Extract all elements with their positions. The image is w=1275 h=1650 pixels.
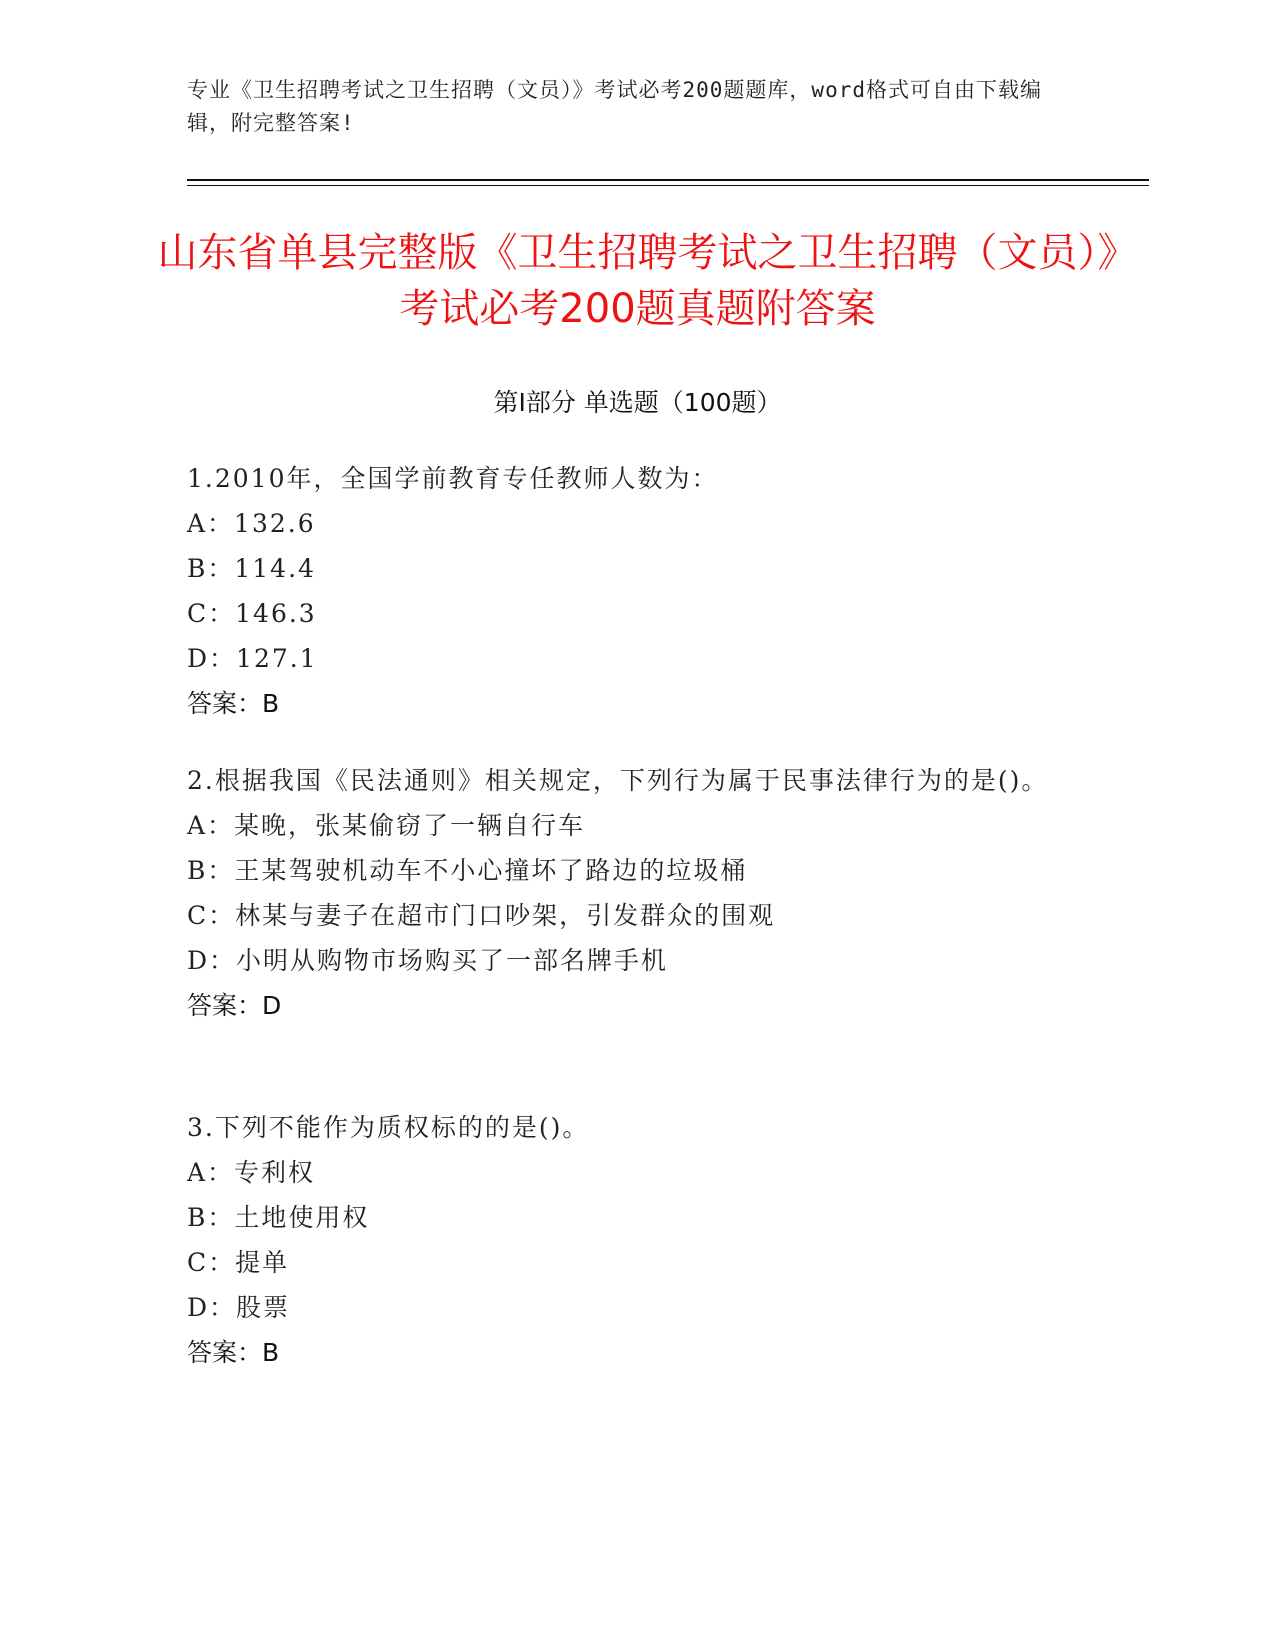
option-b: B：王某驾驶机动车不小心撞坏了路边的垃圾桶 — [187, 856, 748, 885]
question-2 — [187, 758, 1067, 1028]
option-d: D：股票 — [187, 1293, 291, 1322]
option-c: C：146.3 — [187, 599, 317, 628]
question-stem: 3.下列不能作为质权标的的是()。 — [187, 1113, 590, 1142]
header-divider-thin — [187, 185, 1149, 186]
option-b: B：114.4 — [187, 554, 316, 583]
question-stem: 1.2010年，全国学前教育专任教师人数为： — [187, 464, 719, 493]
option-c: C：提单 — [187, 1248, 290, 1277]
answer-line: 答案：D — [187, 991, 282, 1020]
document-title: 山东省单县完整版《卫生招聘考试之卫生招聘（文员）》考试必考200题真题附答案 — [157, 230, 1118, 332]
option-a: A：专利权 — [187, 1158, 316, 1187]
question-3 — [187, 1105, 1067, 1375]
header-divider-thick — [187, 179, 1149, 181]
option-c: C：林某与妻子在超市门口吵架，引发群众的围观 — [187, 901, 776, 930]
option-b: B：土地使用权 — [187, 1203, 370, 1232]
question-stem: 2.根据我国《民法通则》相关规定，下列行为属于民事法律行为的是()。 — [187, 766, 1049, 795]
answer-line: 答案：B — [187, 1338, 280, 1367]
option-d: D：127.1 — [187, 644, 318, 673]
answer-line: 答案：B — [187, 689, 280, 718]
header-note: 专业《卫生招聘考试之卫生招聘（文员）》考试必考200题题库，word格式可自由下载编辑，附完整答案! — [187, 78, 1042, 135]
option-d: D：小明从购物市场购买了一部名牌手机 — [187, 946, 669, 975]
section-title: 第Ⅰ部分 单选题（100题） — [493, 388, 782, 417]
option-a: A：132.6 — [187, 509, 316, 538]
option-a: A：某晚，张某偷窃了一辆自行车 — [187, 811, 586, 840]
question-1 — [187, 456, 1067, 726]
